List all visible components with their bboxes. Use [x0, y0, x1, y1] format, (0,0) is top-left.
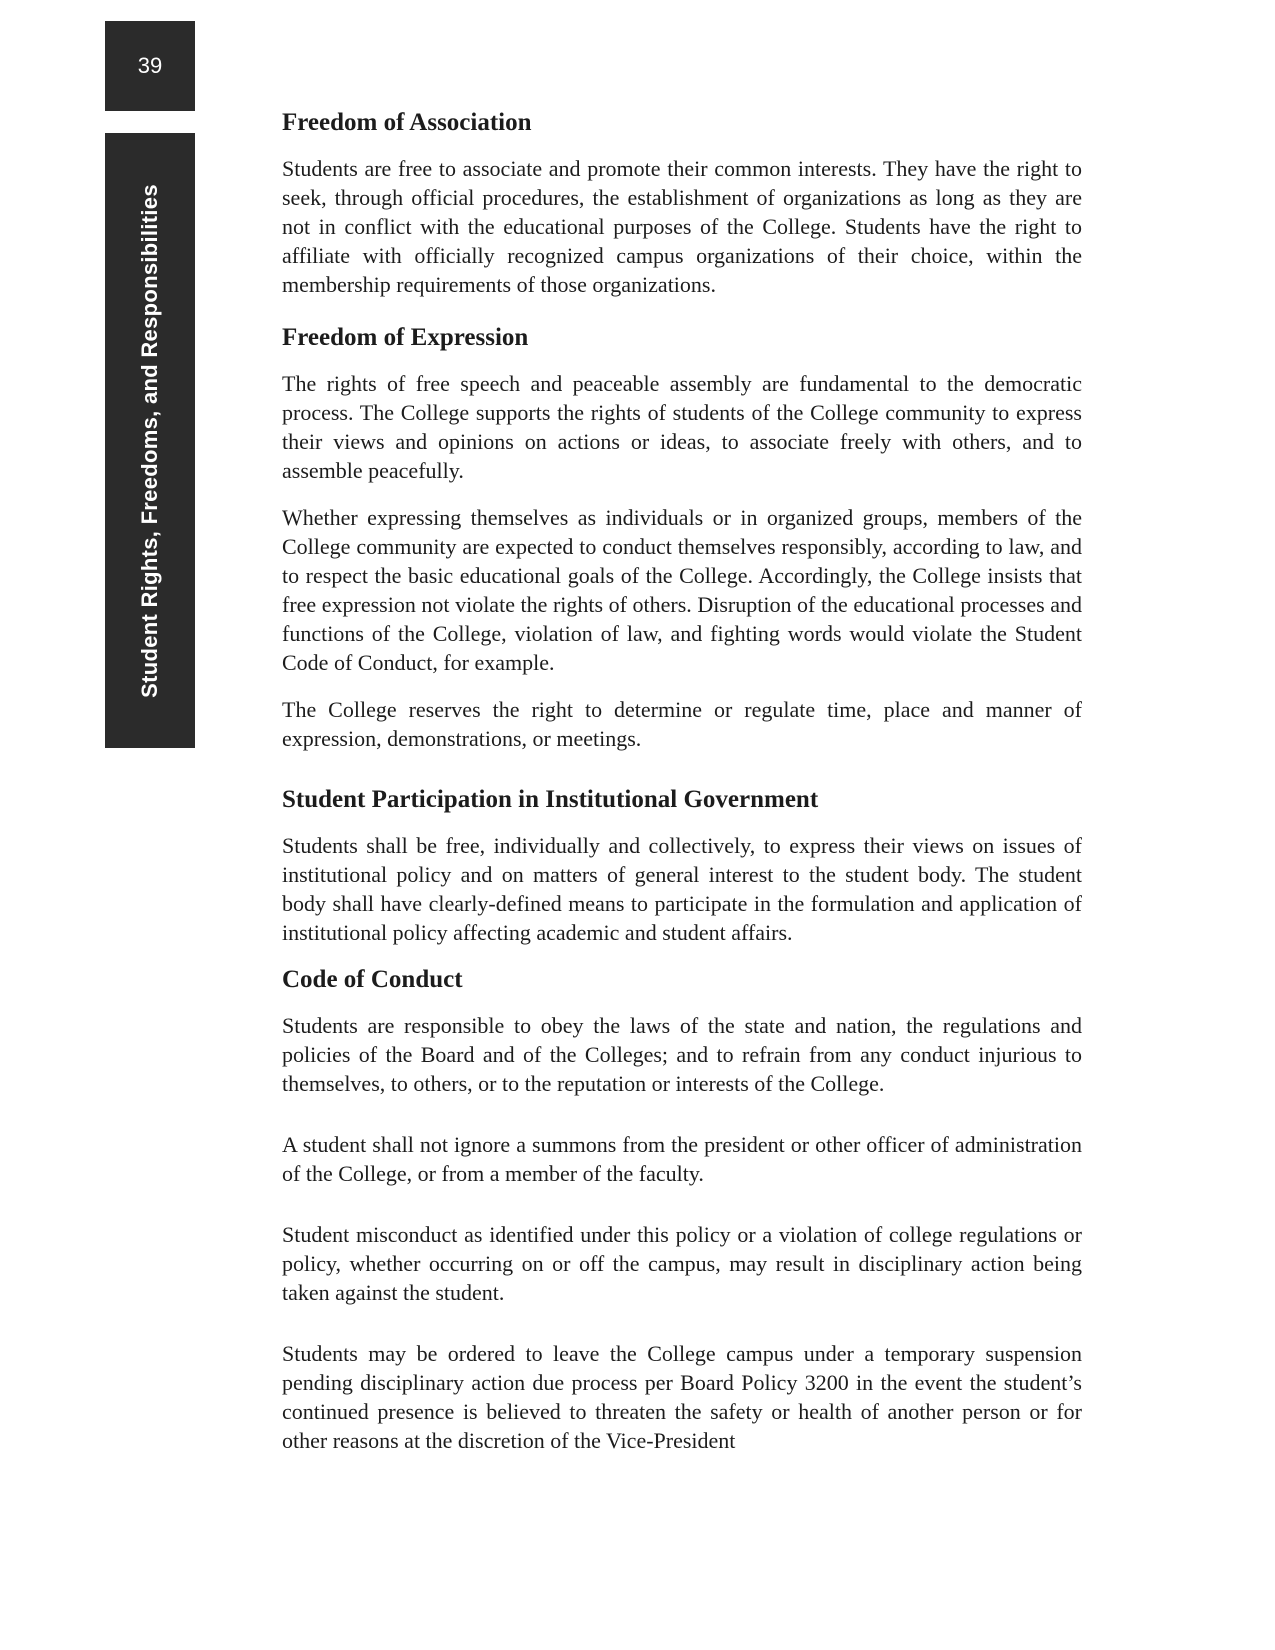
paragraph: Students are responsible to obey the laws of the state and nation, the regulations and policies of the Board and of the Colleges; and to refrain from any conduct injurious to themselves, to others, or to the reputation or interests of the College.	[282, 1013, 1082, 1096]
page-number-label: 39	[137, 53, 163, 78]
chapter-side-tab-label: Student Rights, Freedoms, and Responsibilities	[137, 183, 162, 698]
section-heading: Student Participation in Institutional Government	[282, 786, 819, 813]
section-heading: Freedom of Association	[282, 109, 532, 136]
paragraph: Students shall be free, individually and collectively, to express their views on issues of institutional policy and on matters of general interest to the student body. The student body shall have clearly-defined means to participate in the formulation and application of institutional policy affecting academic and student affairs.	[282, 833, 1082, 945]
section-freedom-of-expression	[282, 323, 1082, 753]
section-code-of-conduct	[282, 965, 1082, 1455]
page-content	[282, 108, 1082, 1473]
paragraph: Students are free to associate and promote their common interests. They have the right to seek, through official procedures, the establishment of organizations as long as they are not in conflict with the educational purposes of the College. Students have the right to affiliate with officially recognized campus organizations of their choice, within the membership requirements of those organizations.	[282, 156, 1082, 297]
section-heading: Code of Conduct	[282, 966, 463, 993]
paragraph: Whether expressing themselves as individuals or in organized groups, members of the College community are expected to conduct themselves responsibly, according to law, and to respect the basic educational goals of the College. Accordingly, the College insists that free expression not violate the rights of others. Disruption of the educational processes and functions of the College, violation of law, and fighting words would violate the Student Code of Conduct, for example.	[282, 505, 1082, 675]
chapter-side-tab	[105, 133, 195, 748]
section-student-participation	[282, 785, 1082, 947]
paragraph: The rights of free speech and peaceable assembly are fundamental to the democratic process. The College supports the rights of students of the College community to express their views and opinions on actions or ideas, to associate freely with others, and to assemble peacefully.	[282, 371, 1082, 483]
paragraph: The College reserves the right to determine or regulate time, place and manner of expression, demonstrations, or meetings.	[282, 697, 1082, 751]
paragraph: Student misconduct as identified under this policy or a violation of college regulations or policy, whether occurring on or off the campus, may result in disciplinary action being taken against the student.	[282, 1222, 1082, 1305]
paragraph: A student shall not ignore a summons from the president or other officer of administration of the College, or from a member of the faculty.	[282, 1132, 1082, 1186]
section-heading: Freedom of Expression	[282, 324, 529, 351]
page-number	[105, 21, 195, 111]
section-freedom-of-association	[282, 108, 1082, 299]
paragraph: Students may be ordered to leave the College campus under a temporary suspension pending disciplinary action due process per Board Policy 3200 in the event the student’s continued presence is believed to threaten the safety or health of another person or for other reasons at the discretion of the Vice-President	[282, 1341, 1082, 1453]
